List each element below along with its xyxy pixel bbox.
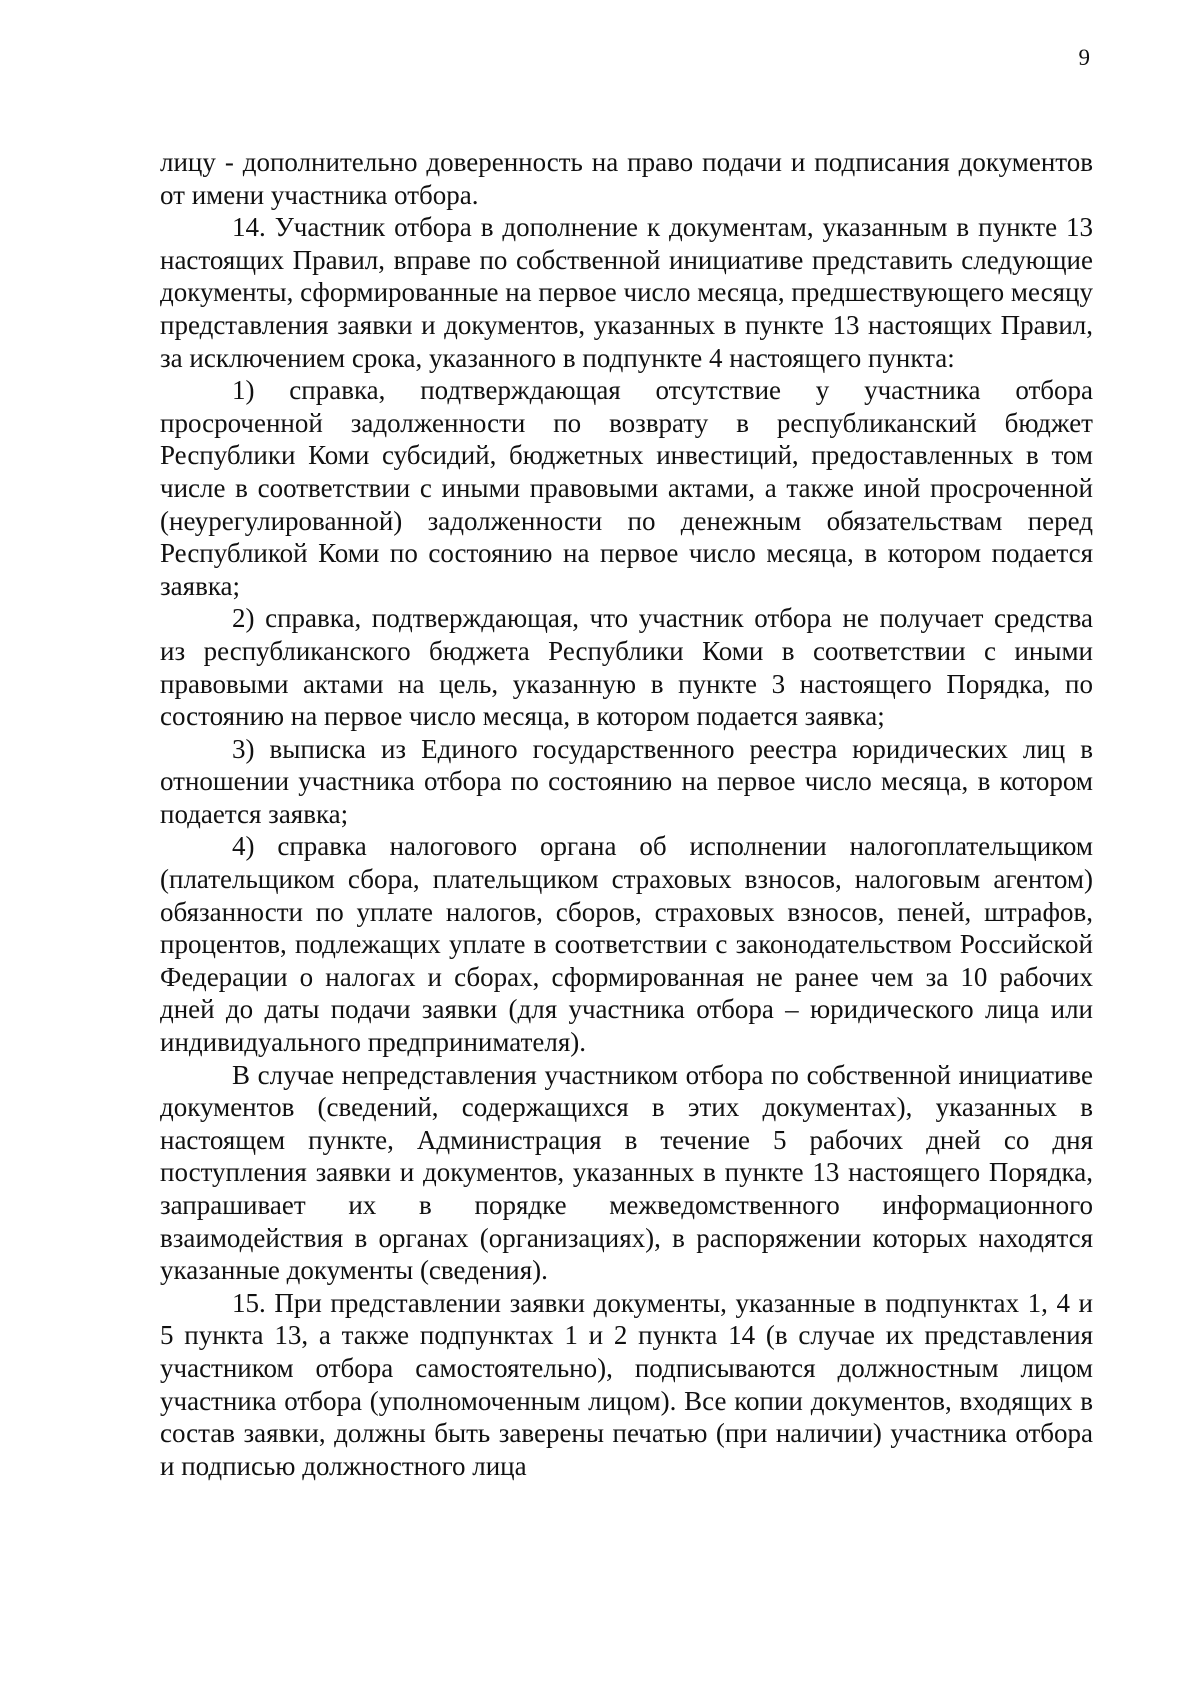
paragraph-non-submission: В случае непредставления участником отбора по собственной инициативе документов (сведений, содержащихся в этих документах), указанных в настоящем пункте, Администрация в течение 5 рабочих дней со дня поступления заявки и документов, указанных в пункте 13 настоящего Порядка, запрашивает их в порядке межведомственного информационного взаимодействия в органах (организациях), в распоряжении которых находятся указанные документы (сведения).: [160, 1059, 1093, 1286]
paragraph-item-15: 15. При представлении заявки документы, указанные в подпунктах 1, 4 и 5 пункта 13, а также подпунктах 1 и 2 пункта 14 (в случае их представления участником отбора самостоятельно), подписываются должностным лицом участника отбора (уполномоченным лицом). Все копии документов, входящих в состав заявки, должны быть заверены печатью (при наличии) участника отбора и подписью должностного лица: [160, 1287, 1093, 1481]
paragraph-continuation: лицу - дополнительно доверенность на право подачи и подписания документов от имени участника отбора.: [160, 147, 1093, 210]
paragraph-subitem-2: 2) справка, подтверждающая, что участник отбора не получает средства из республиканского бюджета Республики Коми в соответствии с иными правовыми актами на цель, указанную в пункте 3 настоящего Порядка, по состоянию на первое число месяца, в котором подается заявка;: [160, 603, 1093, 732]
document-body: [160, 146, 1093, 1482]
page-number: 9: [1078, 45, 1090, 70]
paragraph-item-14: 14. Участник отбора в дополнение к документам, указанным в пункте 13 настоящих Правил, вправе по собственной инициативе представить следующие документы, сформированные на первое число месяца, предшествующего месяцу представления заявки и документов, указанных в пункте 13 настоящих Правил, за исключением срока, указанного в подпункте 4 настоящего пункта:: [160, 212, 1093, 373]
paragraph-subitem-4: 4) справка налогового органа об исполнении налогоплательщиком (плательщиком сбора, плательщиком страховых взносов, налоговым агентом) обязанности по уплате налогов, сборов, страховых взносов, пеней, штрафов, процентов, подлежащих уплате в соответствии с законодательством Российской Федерации о налогах и сборах, сформированная не ранее чем за 10 рабочих дней до даты подачи заявки (для участника отбора – юридического лица или индивидуального предпринимателя).: [160, 831, 1093, 1058]
paragraph-subitem-3: 3) выписка из Единого государственного реестра юридических лиц в отношении участника отбора по состоянию на первое число месяца, в котором подается заявка;: [160, 733, 1093, 829]
paragraph-subitem-1: 1) справка, подтверждающая отсутствие у участника отбора просроченной задолженности по возврату в республиканский бюджет Республики Коми субсидий, бюджетных инвестиций, предоставленных в том числе в соответствии с иными правовыми актами, а также иной просроченной (неурегулированной) задолженности по денежным обязательствам перед Республикой Коми по состоянию на первое число месяца, в котором подается заявка;: [160, 375, 1093, 601]
